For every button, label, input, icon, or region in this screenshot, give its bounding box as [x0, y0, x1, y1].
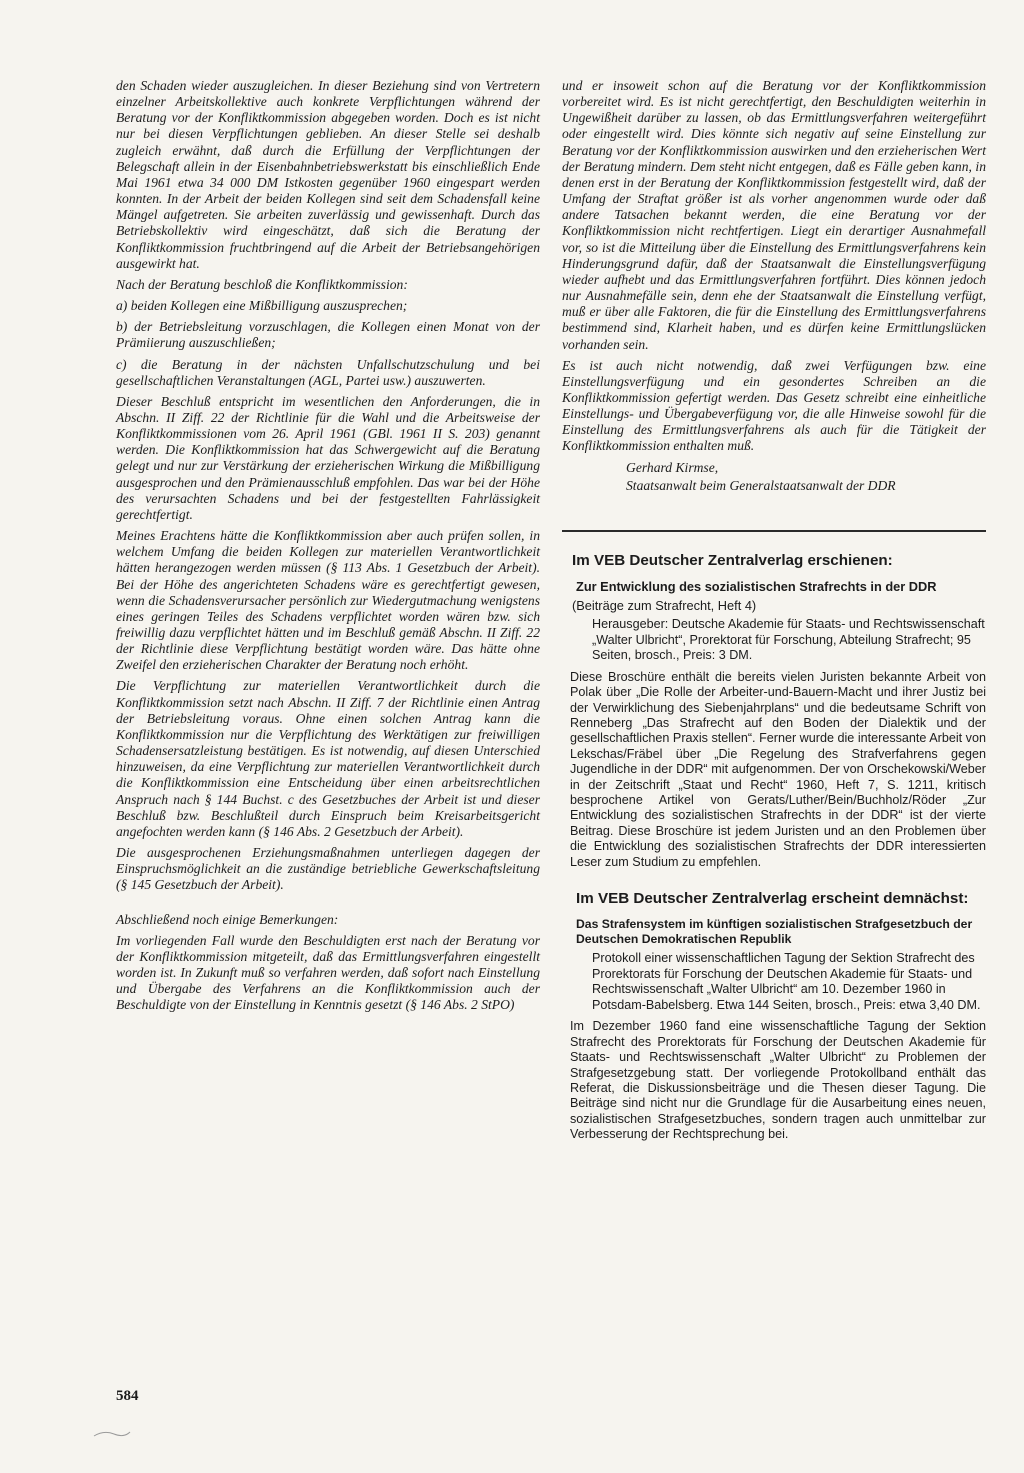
book-title: Zur Entwicklung des sozialistischen Strafrechts in der DDR	[576, 578, 937, 594]
paragraph: Nach der Beratung beschloß die Konfliktkommission:	[116, 276, 408, 292]
publisher-notice-forthcoming	[562, 890, 986, 1143]
book-details: Protokoll einer wissenschaftlichen Tagung der Sektion Strafrecht des Prorektorats für Forschung der Deutschen Akademie für Staats- und Rechtswissenschaft „Walter Ulbricht“ am 10. Dezember 1960 in Potsdam-Babelsberg. Etwa 144 Seiten, brosch., Preis: etwa 3,40 DM.	[592, 950, 981, 1012]
book-title: Das Strafensystem im künftigen sozialistischen Strafgesetzbuch der Deutschen Demokratischen Republik	[576, 916, 973, 946]
list-item: a) beiden Kollegen eine Mißbilligung auszusprechen;	[116, 298, 408, 314]
author-title: Staatsanwalt beim Generalstaatsanwalt der DDR	[626, 477, 896, 493]
notice-heading: Im VEB Deutscher Zentralverlag erscheint demnächst:	[576, 889, 969, 907]
page-number: 584	[116, 1388, 139, 1404]
book-description: Diese Broschüre enthält die bereits vielen Juristen bekannte Arbeit von Polak über „Die Rolle der Arbeiter-und-Bauern-Macht und ihrer Justiz bei der Verwirklichung des Siebenjahrplans“ und die bedeutsame Schrift von Renneberg „Das Strafrecht auf den Boden der Dialektik und der gesellschaftlichen Praxis stellen“. Ferner wurde die interessante Arbeit von Lekschas/Fräbel über „Die Regelung des Strafverfahrens gegen Jugendliche in der DDR“ mit aufgenommen. Der von Orschekowski/Weber in der Zeitschrift „Staat und Recht“ 1960, Heft 7, S. 1211, kritisch besprochene Artikel von Gerats/Luther/Bein/Buchholz/Röder „Zur Entwicklung des sozialistischen Strafrechts in der DDR“ ist der vierte Beitrag. Diese Broschüre ist jedem Juristen und an den Problemen über die Entwicklung des sozialistischen Strafrechts der DDR interessierten Leser zum Studium zu empfehlen.	[570, 669, 986, 869]
right-column	[562, 78, 986, 1157]
book-series: (Beiträge zum Strafrecht, Heft 4)	[572, 597, 757, 613]
list-item: b) der Betriebsleitung vorzuschlagen, die Kollegen einen Monat von der Prämiierung auszuschließen;	[116, 319, 540, 351]
list-item: c) die Beratung in der nächsten Unfallschutzschulung und bei gesellschaftlichen Veranstaltungen (AGL, Partei usw.) auszuwerten.	[116, 356, 540, 388]
paragraph: Die Verpflichtung zur materiellen Verantwortlichkeit durch die Konfliktkommission setzt nach Abschn. II Ziff. 7 der Richtlinie einen Antrag der Betriebsleitung voraus. Ohne einen solchen Antrag kann die Konfliktkommission nur die Verpflichtung des Werktätigen zur freiwilligen Schadensersatzleistung bestätigen. Es ist notwendig, auf diesen Unterschied hinzuweisen, da eine Verpflichtung zur materiellen Verantwortlichkeit durch die Konfliktkommission eine Entscheidung über einen arbeitsrechtlichen Anspruch nach § 144 Buchst. c des Gesetzbuches der Arbeit ist und dieser Beschluß bzw. Beschlußteil durch Einspruch beim Kreisarbeitsgericht angefochten werden kann (§ 146 Abs. 2 Gesetzbuch der Arbeit).	[116, 678, 540, 839]
left-column	[116, 78, 540, 1018]
paragraph: Dieser Beschluß entspricht im wesentlichen den Anforderungen, die in Abschn. II Ziff. 22 der Richtlinie für die Wahl und die Arbeitsweise der Konfliktkommissionen vom 26. April 1961 (GBl. 1961 II S. 203) genannt werden. Die Konfliktkommission hat das Schwergewicht auf die Beratung gelegt und nur zur Verstärkung der erzieherischen Wirkung die Mißbilligung ausgesprochen und den Prämienausschluß empfohlen. Das war bei der Höhe des verursachten Schadens und bei der festgestellten Fahrlässigkeit gerechtfertigt.	[116, 393, 540, 522]
author-name: Gerhard Kirmse,	[626, 459, 719, 475]
paragraph: Im vorliegenden Fall wurde den Beschuldigten erst nach der Beratung vor der Konfliktkommission mitgeteilt, daß das Ermittlungsverfahren eingestellt worden ist. In Zukunft muß so verfahren werden, daß sofort nach Einstellung und Übergabe des Verfahrens an die Konfliktkommission auch der Beschuldigte von der Einstellung in Kenntnis gesetzt (§ 146 Abs. 2 StPO)	[116, 932, 540, 1013]
paragraph: Abschließend noch einige Bemerkungen:	[116, 911, 339, 927]
paragraph: und er insoweit schon auf die Beratung vor der Konfliktkommission vorbereitet wird. Es ist nicht gerechtfertigt, den Beschuldigten weiterhin in Ungewißheit darüber zu lassen, ob das Ermittlungsverfahren weitergeführt oder eingestellt wird. Dies könnte sich negativ auf seine Einstellung zur Beratung vor der Konfliktkommission auswirken und den erzieherischen Wert der Beratung mindern. Dem steht nicht entgegen, daß es Fälle geben kann, in denen erst in der Beratung der Konfliktkommission festgestellt wird, daß der Umfang der Straftat größer ist als vorher angenommen wurde oder daß andere Tatsachen bekannt werden, die eine Beratung vor der Konfliktkommission nicht rechtfertigen. Liegt ein derartiger Ausnahmefall vor, so ist die Mitteilung über die Einstellung des Ermittlungsverfahrens kein Hinderungsgrund dafür, daß der Staatsanwalt die Einstellungsverfügung wieder aufhebt und das Ermittlungsverfahren fortführt. Dies können jedoch nur Ausnahmefälle sein, denn ehe der Staatsanwalt die Einstellung verfügt, muß er über alle Faktoren, die für die Einstellung des Ermittlungsverfahrens bestimmend sind, Klarheit haben, und es dürfen keine Ermittlungslücken vorhanden sein.	[562, 78, 986, 352]
book-description: Im Dezember 1960 fand eine wissenschaftliche Tagung der Sektion Strafrecht des Prorektorats für Forschung der Deutschen Akademie für Staats- und Rechtswissenschaft „Walter Ulbricht“ zu Problemen der Strafgesetzgebung statt. Der vorliegende Protokollband enthält das Referat, die Diskussionsbeiträge und die Thesen dieser Tagung. Die Beiträge sind nicht nur die Grundlage für die Ausarbeitung eines neuen, sozialistischen Strafgesetzbuches, sondern tragen auch unmittelbar zur Verbesserung der Rechtsprechung bei.	[570, 1019, 986, 1142]
paragraph: Die ausgesprochenen Erziehungsmaßnahmen unterliegen dagegen der Einspruchsmöglichkeit an die zuständige betriebliche Gewerkschaftsleitung (§ 145 Gesetzbuch der Arbeit).	[116, 845, 540, 893]
paragraph: Meines Erachtens hätte die Konfliktkommission aber auch prüfen sollen, in welchem Umfang die beiden Kollegen zur materiellen Verantwortlichkeit hätten herangezogen werden müssen (§ 113 Abs. 1 Gesetzbuch der Arbeit). Bei der Höhe des angerichteten Schadens wäre es gerechtfertigt gewesen, wenn die Schadensverursacher persönlich zur Wiedergutmachung wenigstens eines geringen Teiles des Schadens verpflichtet worden wären bzw. sich freiwillig dazu verpflichtet hätten und im Beschluß gemäß Abschn. II Ziff. 22 der Richtlinie diese Verpflichtung bestätigt worden wäre. Das hätte ohne Zweifel den erzieherischen Charakter der Beratung noch erhöht.	[116, 528, 540, 673]
scan-mark	[92, 1428, 132, 1438]
section-divider	[562, 530, 986, 532]
paragraph: Es ist auch nicht notwendig, daß zwei Verfügungen bzw. eine Einstellungsverfügung und ein gesondertes Schreiben an die Konfliktkommission gefertigt werden. Das Gesetz schreibt eine einheitliche Einstellungs- und Übergabeverfügung vor, die alle Hinweise sowohl für die Einstellung des Ermittlungsverfahrens als auch für die Tätigkeit der Konfliktkommission enthalten muß.	[562, 357, 986, 454]
publisher-notice-published	[562, 552, 986, 870]
notice-heading: Im VEB Deutscher Zentralverlag erschienen:	[572, 551, 893, 569]
book-details: Herausgeber: Deutsche Akademie für Staats- und Rechtswissenschaft „Walter Ulbricht“, Prorektorat für Forschung, Abteilung Strafrecht; 95 Seiten, brosch., Preis: 3 DM.	[592, 616, 985, 663]
paragraph: den Schaden wieder auszugleichen. In dieser Beziehung sind von Vertretern einzelner Arbeitskollektive auch konkrete Verpflichtungen während der Beratung vor der Konfliktkommission abgegeben worden. Doch es ist nicht nur bei diesen Verpflichtungen geblieben. An dieser Stelle sei deshalb zugleich erwähnt, daß durch die Erfüllung der Verpflichtungen der Belegschaft allein in der Eisenbahnbetriebswerkstatt bis einschließlich Ende Mai 1961 etwa 34 000 DM Istkosten gegenüber 1960 eingespart werden konnten. In der Arbeit der beiden Kollegen sind seit dem Schadensfall keine Mängel aufgetreten. Sie arbeiten zuverlässig und gewissenhaft. Durch das Betriebskollektiv wird eingeschätzt, daß sich die Beratung der Konfliktkommission fruchtbringend auf die Arbeit der Betriebsangehörigen ausgewirkt hat.	[116, 78, 540, 271]
